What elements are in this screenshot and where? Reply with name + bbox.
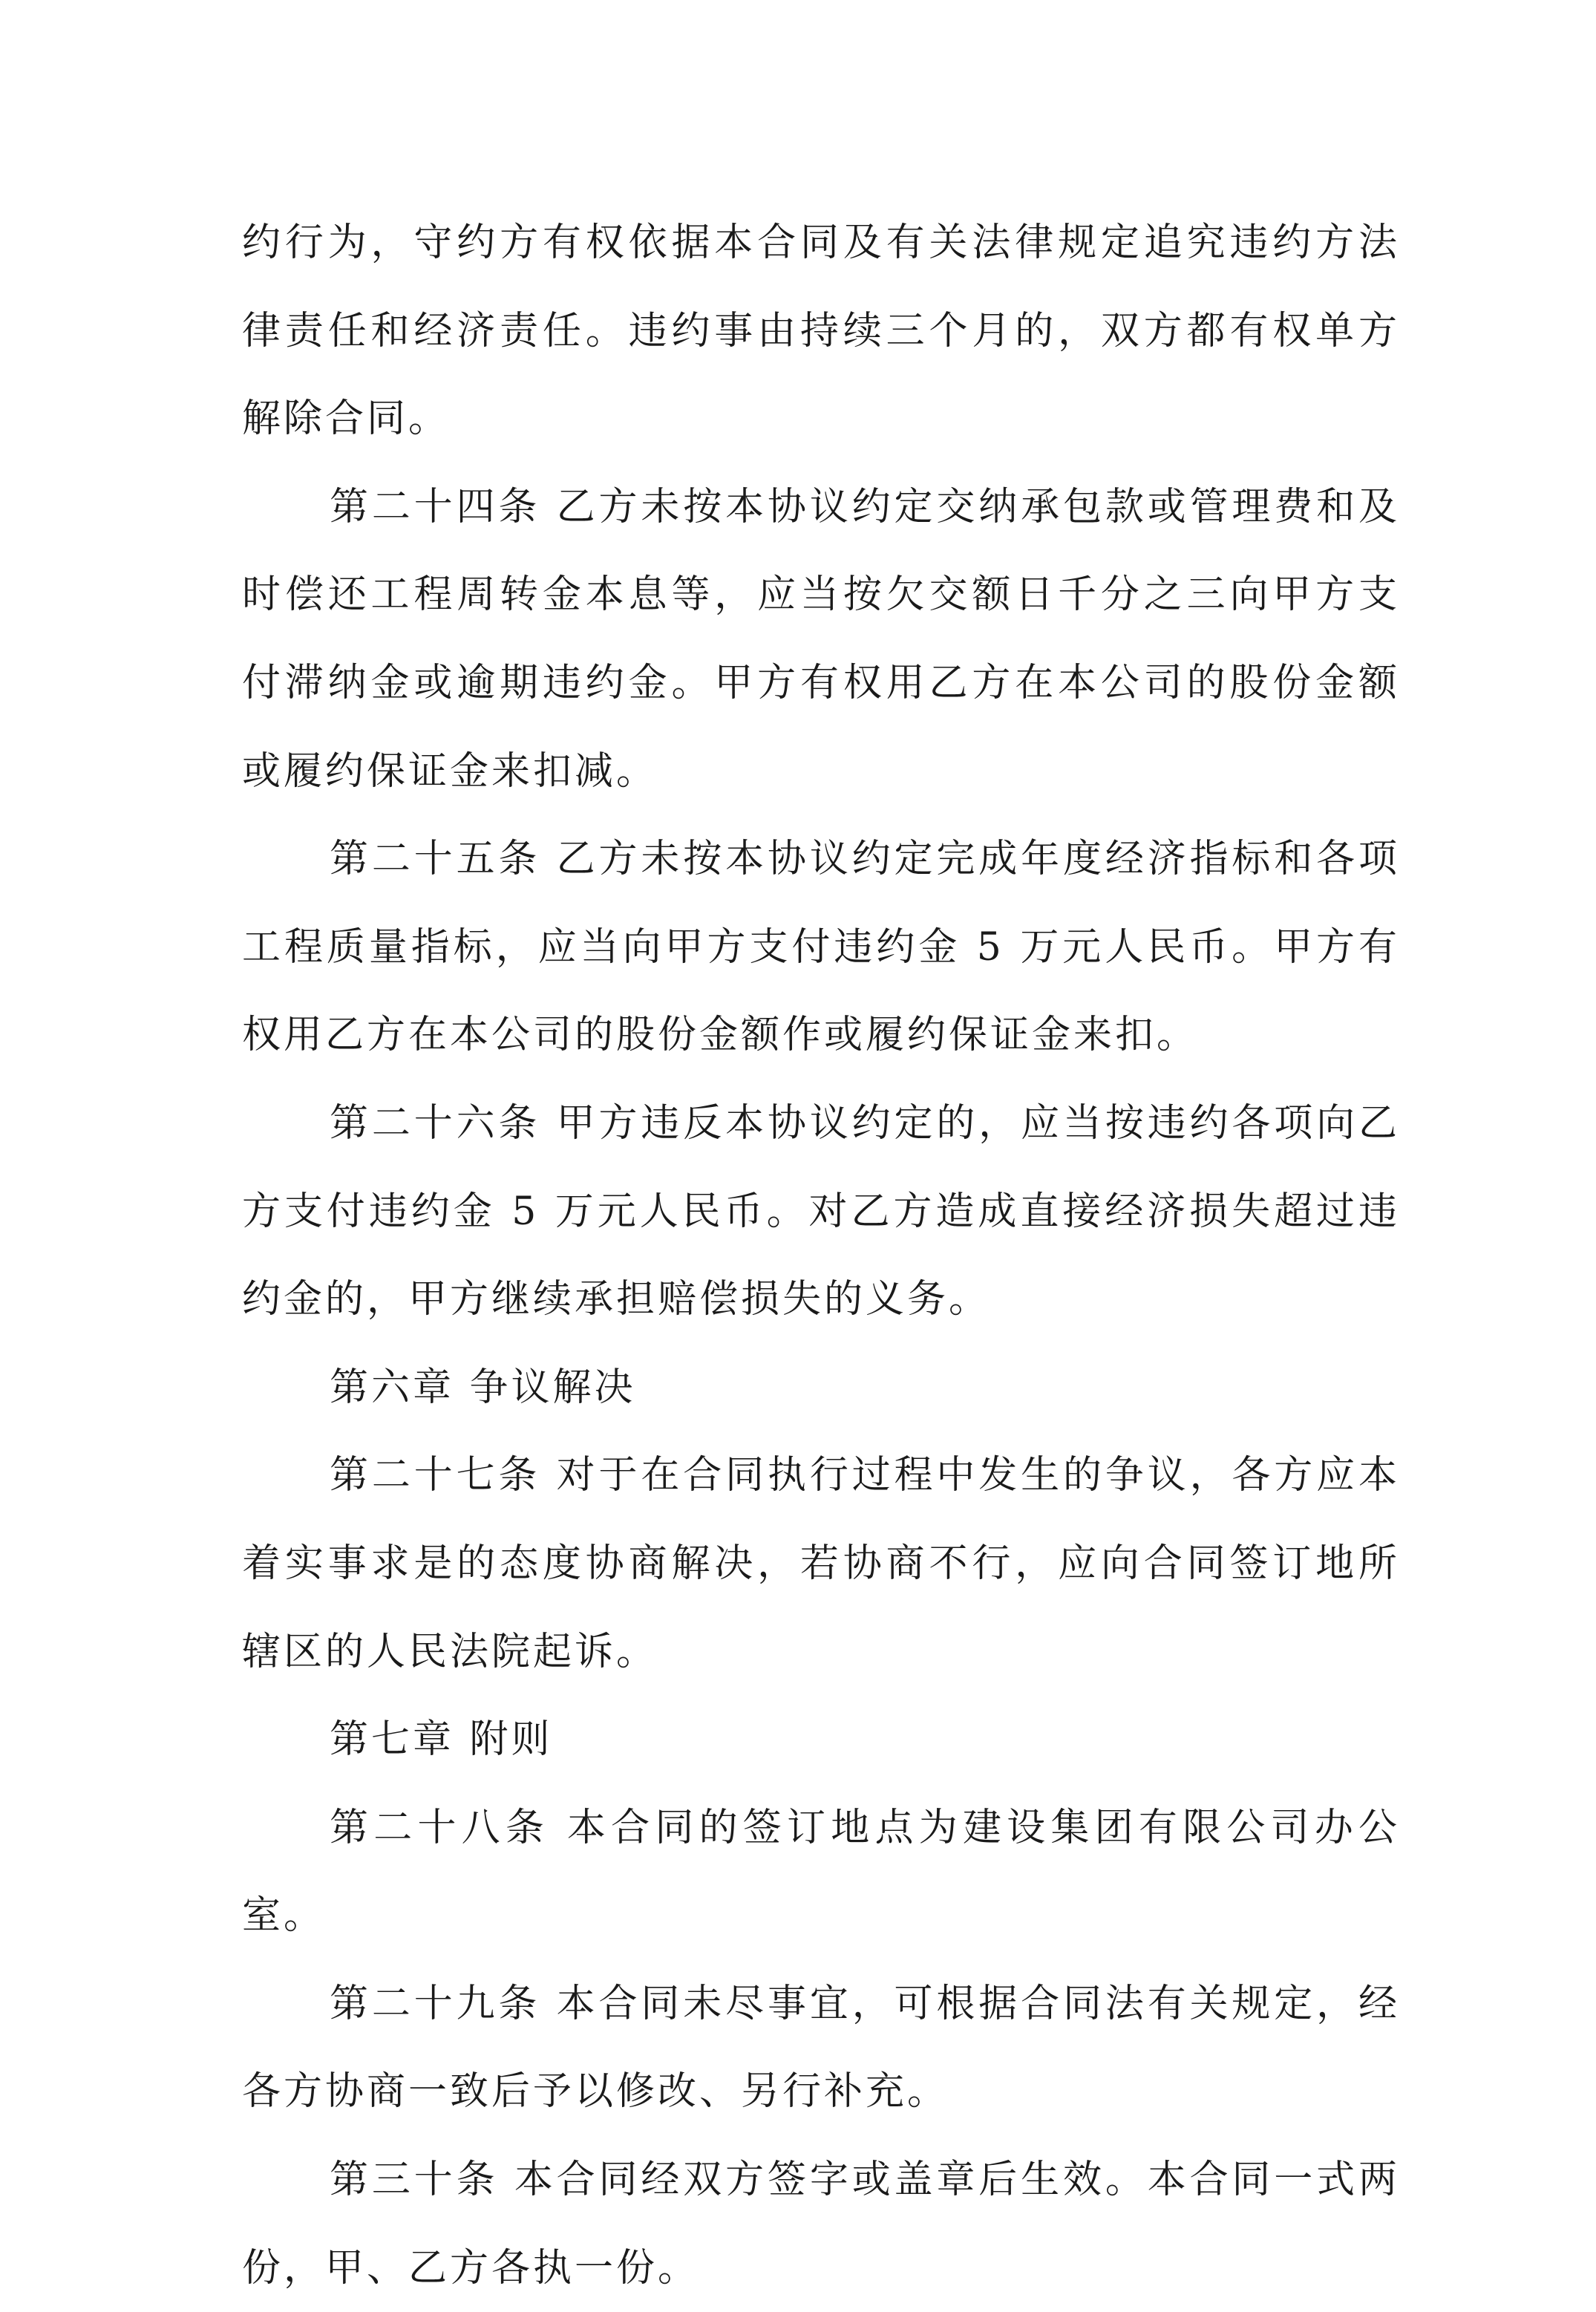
paragraph-article-27: 第二十七条 对于在合同执行过程中发生的争议，各方应本着实事求是的态度协商解决，若协商不行，应向合同签订地所辖区的人民法院起诉。 (242, 1453, 1400, 1674)
paragraph-article-28: 第二十八条 本合同的签订地点为建设集团有限公司办公室。 (242, 1805, 1400, 1939)
paragraph-article-26: 第二十六条 甲方违反本协议约定的，应当按违约各项向乙方支付违约金 5 万元人民币。对乙方造成直接经济损失超过违约金的，甲方继续承担赔偿损失的义务。 (242, 1100, 1400, 1322)
paragraph-breach-continuation: 约行为，守约方有权依据本合同及有关法律规定追究违约方法律责任和经济责任。违约事由持续三个月的，双方都有权单方解除合同。 (242, 221, 1400, 442)
paragraph-article-25: 第二十五条 乙方未按本协议约定完成年度经济指标和各项工程质量指标，应当向甲方支付违约金 5 万元人民币。甲方有权用乙方在本公司的股份金额作或履约保证金来扣。 (242, 837, 1400, 1058)
paragraph-article-30: 第三十条 本合同经双方签字或盖章后生效。本合同一式两份，甲、乙方各执一份。 (242, 2158, 1400, 2290)
chapter-6-heading: 第六章 争议解决 (330, 1365, 636, 1410)
paragraph-article-24: 第二十四条 乙方未按本协议约定交纳承包款或管理费和及时偿还工程周转金本息等，应当按欠交额日千分之三向甲方支付滞纳金或逾期违约金。甲方有权用乙方在本公司的股份金额或履约保证金来扣减。 (242, 484, 1400, 794)
paragraph-article-29: 第二十九条 本合同未尽事宜，可根据合同法有关规定，经各方协商一致后予以修改、另行补充。 (242, 1981, 1400, 2115)
contract-body (242, 199, 1400, 2312)
chapter-7-heading: 第七章 附则 (330, 1717, 553, 1763)
